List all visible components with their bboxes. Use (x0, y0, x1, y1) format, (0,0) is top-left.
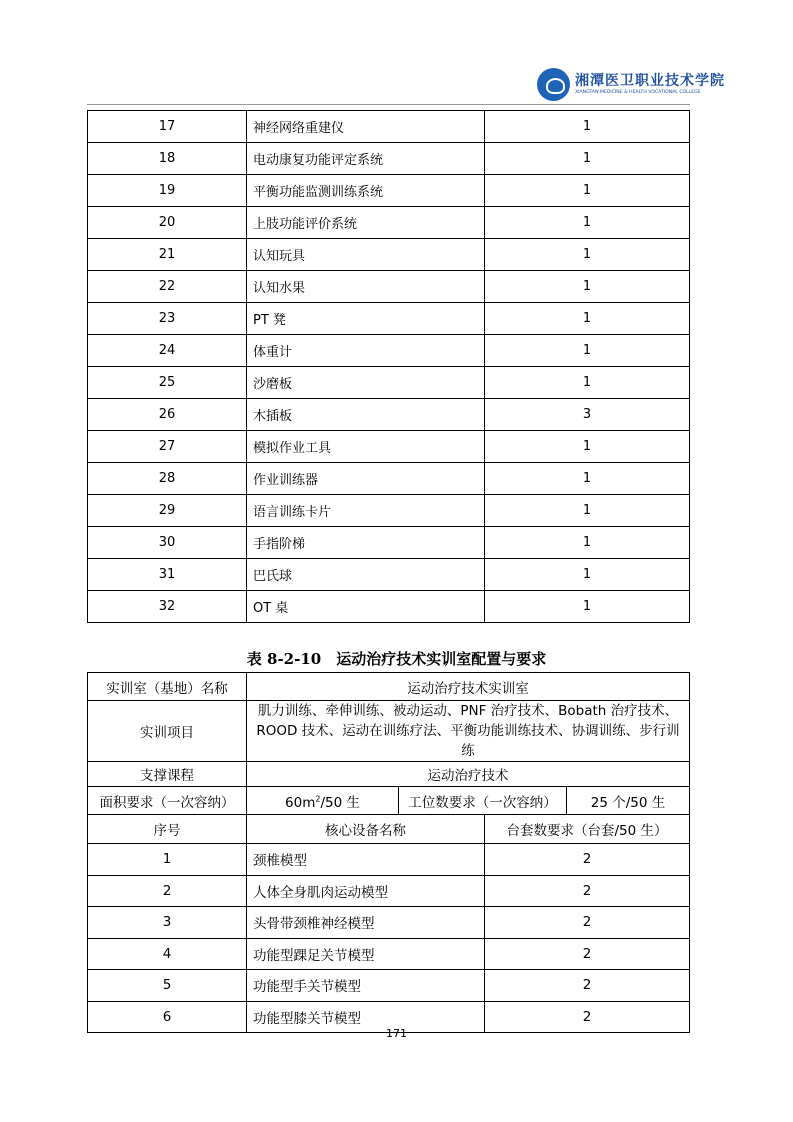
cell-index: 1 (88, 844, 247, 876)
cell-quantity: 2 (485, 1001, 690, 1033)
cell-quantity: 3 (485, 399, 690, 431)
area-value (247, 787, 399, 815)
table-row (88, 399, 690, 431)
cell-quantity: 1 (485, 175, 690, 207)
training-items-row (88, 701, 690, 762)
cell-index: 17 (88, 111, 247, 143)
cell-index: 32 (88, 591, 247, 623)
cell-index: 20 (88, 207, 247, 239)
table-row (88, 303, 690, 335)
cell-equipment-name: OT 桌 (247, 591, 485, 623)
area-row (88, 787, 690, 815)
table-row (88, 463, 690, 495)
cell-equipment-name: 手指阶梯 (247, 527, 485, 559)
cell-index: 26 (88, 399, 247, 431)
area-label: 面积要求（一次容纳） (88, 787, 247, 815)
cell-quantity: 1 (485, 463, 690, 495)
cell-index: 5 (88, 970, 247, 1002)
cell-quantity: 2 (485, 907, 690, 939)
cell-equipment-name: 上肢功能评价系统 (247, 207, 485, 239)
cell-index: 6 (88, 1001, 247, 1033)
cell-index: 28 (88, 463, 247, 495)
table-row (88, 527, 690, 559)
equipment-table-continued (87, 110, 690, 623)
cell-quantity: 1 (485, 303, 690, 335)
table-caption: 表 8-2-10 运动治疗技术实训室配置与要求 (246, 650, 547, 668)
table-row (88, 907, 690, 939)
logo-emblem-icon (537, 68, 570, 101)
cell-index: 23 (88, 303, 247, 335)
cell-quantity: 1 (485, 239, 690, 271)
cell-index: 31 (88, 559, 247, 591)
items-label: 实训项目 (88, 701, 247, 762)
cell-equipment-name: 平衡功能监测训练系统 (247, 175, 485, 207)
cell-quantity: 2 (485, 844, 690, 876)
table-row (88, 207, 690, 239)
cell-quantity: 1 (485, 367, 690, 399)
table-row (88, 591, 690, 623)
table-row (88, 970, 690, 1002)
cell-equipment-name: 电动康复功能评定系统 (247, 143, 485, 175)
cell-quantity: 2 (485, 938, 690, 970)
cell-quantity: 1 (485, 271, 690, 303)
cell-index: 18 (88, 143, 247, 175)
cell-quantity: 1 (485, 111, 690, 143)
cell-equipment-name: 头骨带颈椎神经模型 (247, 907, 485, 939)
cell-index: 3 (88, 907, 247, 939)
course-row (88, 762, 690, 787)
cell-equipment-name: 语言训练卡片 (247, 495, 485, 527)
table-row (88, 143, 690, 175)
cell-index: 2 (88, 875, 247, 907)
cell-equipment-name: 认知玩具 (247, 239, 485, 271)
header-equipment-name: 核心设备名称 (247, 815, 485, 844)
cell-index: 21 (88, 239, 247, 271)
room-label: 实训室（基地）名称 (88, 673, 247, 701)
cell-equipment-name: 巴氏球 (247, 559, 485, 591)
table-row (88, 367, 690, 399)
logo-chinese-name: 湘潭医卫职业技术学院 (575, 73, 725, 89)
training-room-table (87, 672, 690, 1033)
cell-quantity: 1 (485, 431, 690, 463)
logo-english-name: XIANGTAN MEDICINE & HEALTH VOCATIONAL COLLEGE (575, 90, 701, 95)
course-label: 支撑课程 (88, 762, 247, 787)
cell-equipment-name: 功能型膝关节模型 (247, 1001, 485, 1033)
cell-equipment-name: 沙磨板 (247, 367, 485, 399)
header-divider (87, 104, 690, 105)
table-row (88, 875, 690, 907)
cell-index: 22 (88, 271, 247, 303)
table-row (88, 239, 690, 271)
cell-equipment-name: 功能型手关节模型 (247, 970, 485, 1002)
station-label: 工位数要求（一次容纳） (399, 787, 567, 815)
cell-quantity: 1 (485, 143, 690, 175)
cell-equipment-name: 作业训练器 (247, 463, 485, 495)
cell-index: 27 (88, 431, 247, 463)
area-value-exponent: 2 (315, 794, 321, 803)
area-value-unit: /50 生 (320, 794, 360, 811)
cell-quantity: 1 (485, 207, 690, 239)
area-value-number: 60m (285, 794, 316, 811)
table-row (88, 559, 690, 591)
cell-quantity: 1 (485, 591, 690, 623)
cell-equipment-name: 体重计 (247, 335, 485, 367)
cell-quantity: 1 (485, 559, 690, 591)
cell-index: 4 (88, 938, 247, 970)
cell-equipment-name: PT 凳 (247, 303, 485, 335)
cell-equipment-name: 模拟作业工具 (247, 431, 485, 463)
room-name-row (88, 673, 690, 701)
cell-quantity: 1 (485, 335, 690, 367)
table-row (88, 431, 690, 463)
cell-quantity: 1 (485, 527, 690, 559)
table-row (88, 335, 690, 367)
table-row (88, 495, 690, 527)
cell-quantity: 1 (485, 495, 690, 527)
cell-equipment-name: 人体全身肌肉运动模型 (247, 875, 485, 907)
table-row (88, 111, 690, 143)
cell-equipment-name: 木插板 (247, 399, 485, 431)
header-quantity: 台套数要求（台套/50 生） (485, 815, 690, 844)
page-number: 171 (386, 1027, 407, 1040)
items-value: 肌力训练、牵伸训练、被动运动、PNF 治疗技术、Bobath 治疗技术、ROOD 技术、运动在训练疗法、平衡功能训练技术、协调训练、步行训练 (247, 701, 690, 762)
table-row (88, 938, 690, 970)
table-row (88, 175, 690, 207)
table-row (88, 271, 690, 303)
cell-index: 25 (88, 367, 247, 399)
college-logo (537, 68, 725, 104)
cell-index: 24 (88, 335, 247, 367)
room-value: 运动治疗技术实训室 (247, 673, 690, 701)
cell-quantity: 2 (485, 970, 690, 1002)
header-index: 序号 (88, 815, 247, 844)
cell-equipment-name: 神经网络重建仪 (247, 111, 485, 143)
table-row (88, 844, 690, 876)
station-value: 25 个/50 生 (567, 787, 690, 815)
cell-equipment-name: 功能型踝足关节模型 (247, 938, 485, 970)
cell-index: 29 (88, 495, 247, 527)
cell-equipment-name: 认知水果 (247, 271, 485, 303)
cell-equipment-name: 颈椎模型 (247, 844, 485, 876)
header-row (88, 815, 690, 844)
course-value: 运动治疗技术 (247, 762, 690, 787)
cell-index: 30 (88, 527, 247, 559)
cell-index: 19 (88, 175, 247, 207)
cell-quantity: 2 (485, 875, 690, 907)
